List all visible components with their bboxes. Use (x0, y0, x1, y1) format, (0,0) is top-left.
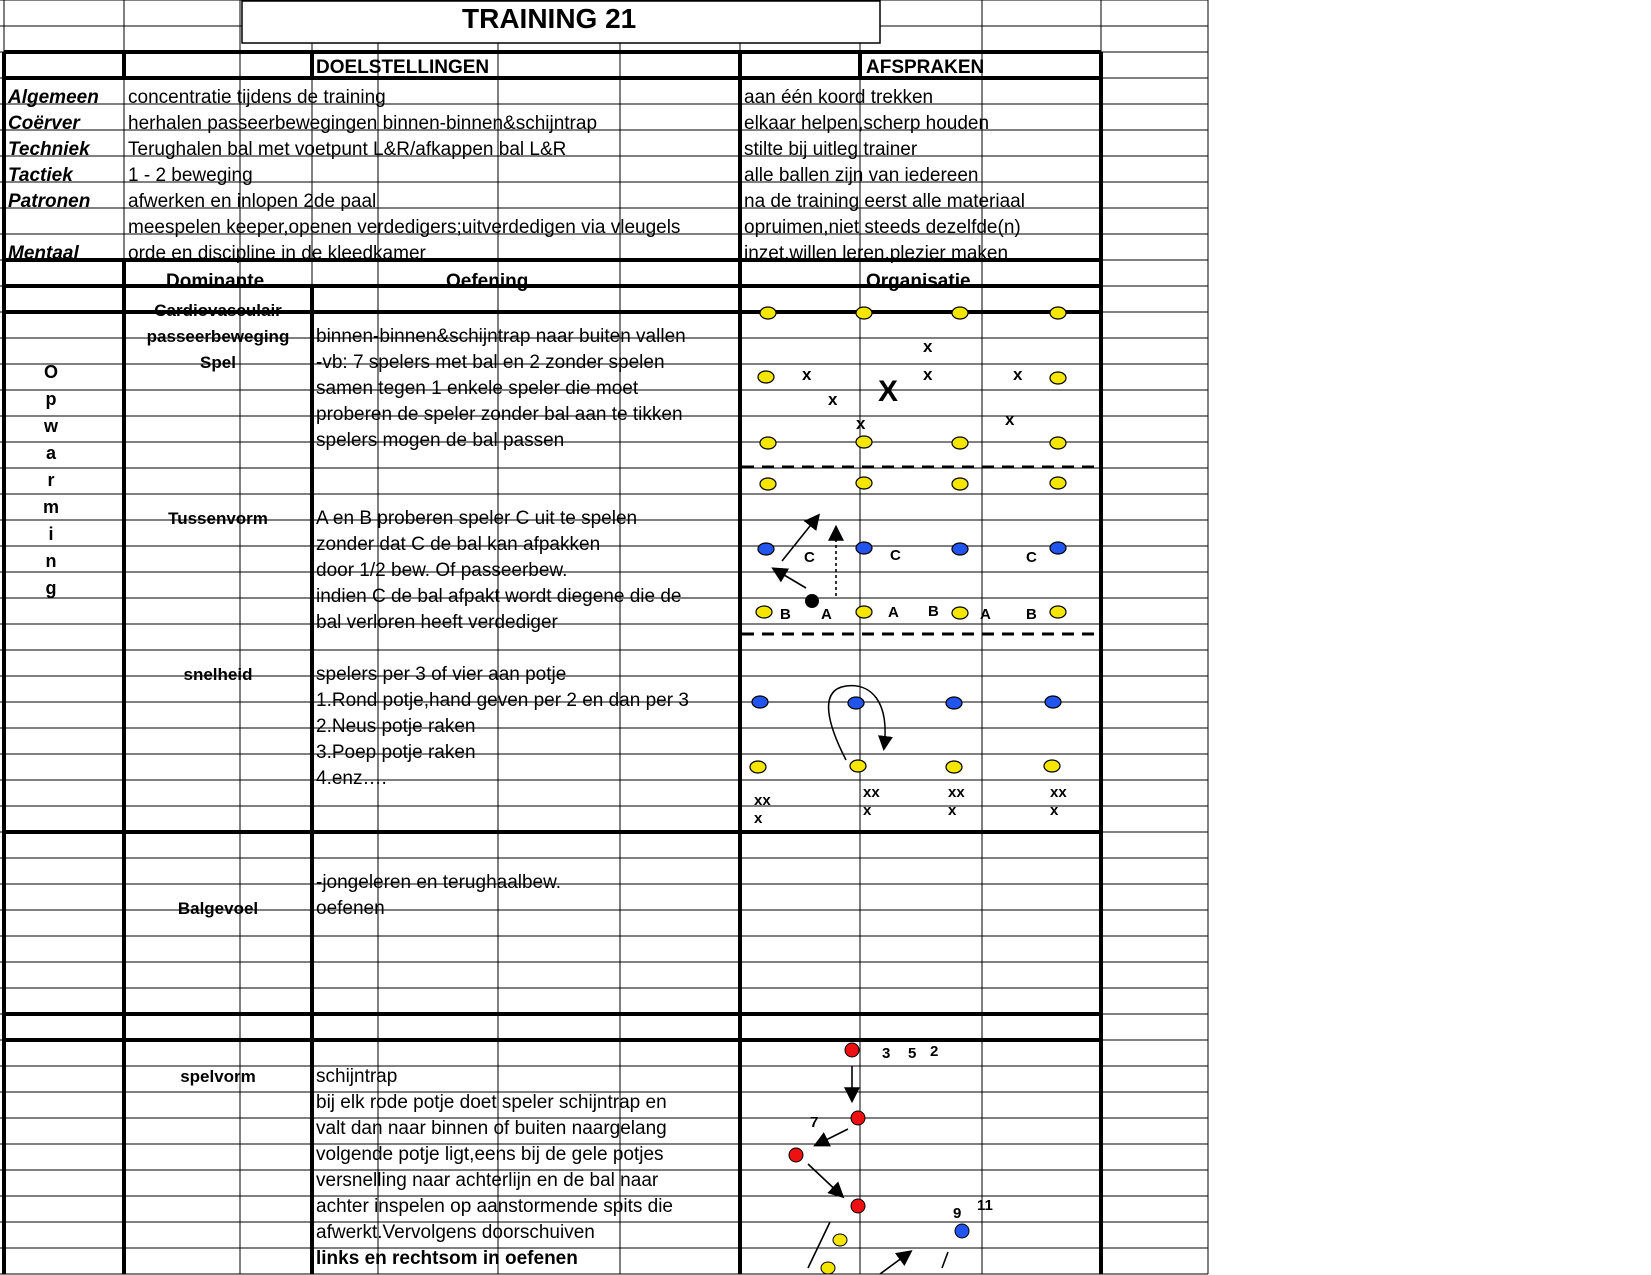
agreement-patronen-2: opruimen,niet steeds dezelfde(n) (744, 217, 1021, 238)
player-group: xx (754, 792, 771, 809)
category-tactiek: Tactiek (8, 165, 73, 186)
cone (952, 478, 968, 490)
red-cone (845, 1043, 859, 1057)
agreement-techniek: stilte bij uitleg trainer (744, 139, 918, 160)
cone (1050, 606, 1066, 618)
section-label-letter: O (43, 362, 58, 382)
player-marker: x (923, 365, 933, 384)
player-number: 5 (908, 1045, 917, 1062)
player-group: xx (863, 784, 880, 801)
player-label: C (890, 547, 901, 564)
cone (946, 697, 962, 709)
arrow (816, 1129, 848, 1145)
red-cone (851, 1111, 865, 1125)
exercise-line: proberen de speler zonder bal aan te tikken (316, 404, 683, 425)
cone (1050, 372, 1066, 384)
dominante-passeer: passeerbeweging (146, 327, 290, 346)
exercise-line: oefenen (316, 898, 385, 919)
section-label-letter: p (45, 389, 57, 409)
cone (952, 437, 968, 449)
exercise-line: indien C de bal afpakt wordt diegene die de (316, 586, 682, 607)
cone (856, 436, 872, 448)
exercise-line: 4.enz…. (316, 768, 387, 789)
exercise-line: links en rechtsom in oefenen (316, 1248, 578, 1269)
goal-patronen-2: meespelen keeper,openen verdedigers;uitverdedigen via vleugels (128, 217, 681, 238)
player-marker: x (1013, 365, 1023, 384)
cone (952, 307, 968, 319)
player-group: x (863, 802, 872, 819)
organisation-diagrams (750, 307, 1066, 1274)
player-label: B (928, 603, 939, 620)
agreement-coerver: elkaar helpen,scherp houden (744, 113, 990, 134)
header-doelstellingen: DOELSTELLINGEN (316, 57, 490, 78)
section-label-letter: m (42, 497, 59, 517)
cone (760, 437, 776, 449)
goal-algemeen: concentratie tijdens de training (128, 87, 386, 108)
player-marker: x (856, 414, 866, 433)
category-algemeen: Algemeen (8, 87, 99, 108)
category-patronen: Patronen (8, 191, 91, 212)
arrow (880, 1252, 910, 1274)
agreement-patronen: na de training eerst alle materiaal (744, 191, 1025, 212)
run-line (808, 1222, 830, 1268)
player-marker: x (923, 337, 933, 356)
header-organisatie: Organisatie (866, 271, 971, 292)
player-label: A (888, 604, 899, 621)
goal-coerver: herhalen passeerbewegingen binnen-binnen&schijntrap (128, 113, 598, 134)
red-cone (851, 1199, 865, 1213)
player-group: x (754, 810, 763, 827)
dominante-balgevoel: Balgevoel (177, 899, 259, 918)
cone (758, 543, 774, 555)
dominante-cardio: Cardiovasculair (154, 301, 282, 320)
player-label: B (1026, 606, 1037, 623)
cone (752, 696, 768, 708)
player-number: 7 (810, 1114, 819, 1131)
cone (1050, 307, 1066, 319)
dominante-snelheid: snelheid (183, 665, 253, 684)
exercise-line: 2.Neus potje raken (316, 716, 476, 737)
goal-tactiek: 1 - 2 beweging (128, 165, 253, 186)
agreement-tactiek: alle ballen zijn van iedereen (744, 165, 979, 186)
exercise-line: samen tegen 1 enkele speler die moet (316, 378, 639, 399)
goal-techniek: Terughalen bal met voetpunt L&R/afkappen bal L&R (128, 139, 567, 160)
exercise-line: A en B proberen speler C uit te spelen (316, 508, 638, 529)
ball (805, 594, 819, 608)
cone (756, 606, 772, 618)
cone (1050, 477, 1066, 489)
cone (760, 478, 776, 490)
cone (946, 761, 962, 773)
exercise-line: schijntrap (316, 1066, 398, 1087)
player-number: 9 (953, 1205, 962, 1222)
cone (856, 477, 872, 489)
section-label-letter: w (43, 416, 58, 436)
yellow-cone (821, 1262, 835, 1274)
cone (848, 697, 864, 709)
arrow (808, 1164, 842, 1196)
exercise-line: valt dan naar binnen of buiten naargelang (316, 1118, 667, 1139)
player-marker: x (802, 365, 812, 384)
dominante-spel: Spel (200, 353, 236, 372)
cone (952, 543, 968, 555)
player-marker: x (1005, 410, 1015, 429)
cone (1050, 542, 1066, 554)
player-label: A (980, 606, 991, 623)
exercise-line: 3.Poep potje raken (316, 742, 476, 763)
exercise-line: spelers per 3 of vier aan potje (316, 664, 567, 685)
cone (856, 606, 872, 618)
exercise-line: -vb: 7 spelers met bal en 2 zonder spelen (316, 352, 665, 373)
player-label: C (1026, 549, 1037, 566)
page-title: TRAINING 21 (462, 3, 637, 34)
exercise-line: bij elk rode potje doet speler schijntrap en (316, 1092, 667, 1113)
player-number: 11 (977, 1197, 993, 1214)
exercise-line: bal verloren heeft verdediger (316, 612, 558, 633)
player-group: xx (1050, 784, 1067, 801)
cone (850, 760, 866, 772)
blue-cone (955, 1224, 969, 1238)
agreement-mentaal: inzet,willen leren,plezier maken (744, 243, 1009, 264)
category-techniek: Techniek (8, 139, 90, 160)
dominante-tussenvorm: Tussenvorm (168, 509, 268, 528)
exercise-line: zonder dat C de bal kan afpakken (316, 534, 601, 555)
player-group: x (948, 802, 957, 819)
cone (1050, 437, 1066, 449)
category-coerver: Coërver (8, 113, 80, 134)
player-number: 3 (882, 1045, 891, 1062)
cone (760, 307, 776, 319)
header-afspraken: AFSPRAKEN (866, 57, 985, 78)
header-dominante: Dominante (166, 271, 265, 292)
player-number: 2 (930, 1043, 939, 1060)
cone (750, 761, 766, 773)
exercise-line: achter inspelen op aanstormende spits die (316, 1196, 674, 1217)
exercise-line: afwerkt.Vervolgens doorschuiven (316, 1222, 595, 1243)
cone (856, 542, 872, 554)
player-label: B (780, 606, 791, 623)
player-label: A (821, 606, 832, 623)
player-group: xx (948, 784, 965, 801)
red-cone (789, 1148, 803, 1162)
player-marker: X (878, 375, 899, 408)
category-mentaal: Mentaal (8, 243, 79, 264)
exercise-line: -jongeleren en terughaalbew. (316, 872, 562, 893)
cone (856, 307, 872, 319)
player-marker: x (828, 390, 838, 409)
exercise-line: versnelling naar achterlijn en de bal naar (316, 1170, 659, 1191)
goal-mentaal: orde en discipline in de kleedkamer (128, 243, 426, 264)
exercise-line: binnen-binnen&schijntrap naar buiten vallen (316, 326, 686, 347)
cone (1045, 696, 1061, 708)
exercise-line: volgende potje ligt,eens bij de gele potjes (316, 1144, 664, 1165)
agreement-algemeen: aan één koord trekken (744, 87, 934, 108)
cone (1044, 760, 1060, 772)
section-label-letter: i (48, 524, 54, 544)
goal-patronen: afwerken en inlopen 2de paal (128, 191, 377, 212)
exercise-line: spelers mogen de bal passen (316, 430, 565, 451)
exercise-line: 1.Rond potje,hand geven per 2 en dan per 3 (316, 690, 689, 711)
player-group: x (1050, 802, 1059, 819)
header-oefening: Oefening (446, 271, 529, 292)
cone (758, 371, 774, 383)
cone (952, 607, 968, 619)
section-label-letter: n (45, 551, 57, 571)
section-label-letter: g (45, 578, 57, 598)
run-line (942, 1252, 948, 1268)
yellow-cone (833, 1234, 847, 1246)
player-label: C (804, 549, 815, 566)
section-label-letter: r (47, 470, 55, 490)
section-label-letter: a (45, 443, 56, 463)
dominante-spelvorm: spelvorm (180, 1067, 256, 1086)
exercise-line: door 1/2 bew. Of passeerbew. (316, 560, 568, 581)
